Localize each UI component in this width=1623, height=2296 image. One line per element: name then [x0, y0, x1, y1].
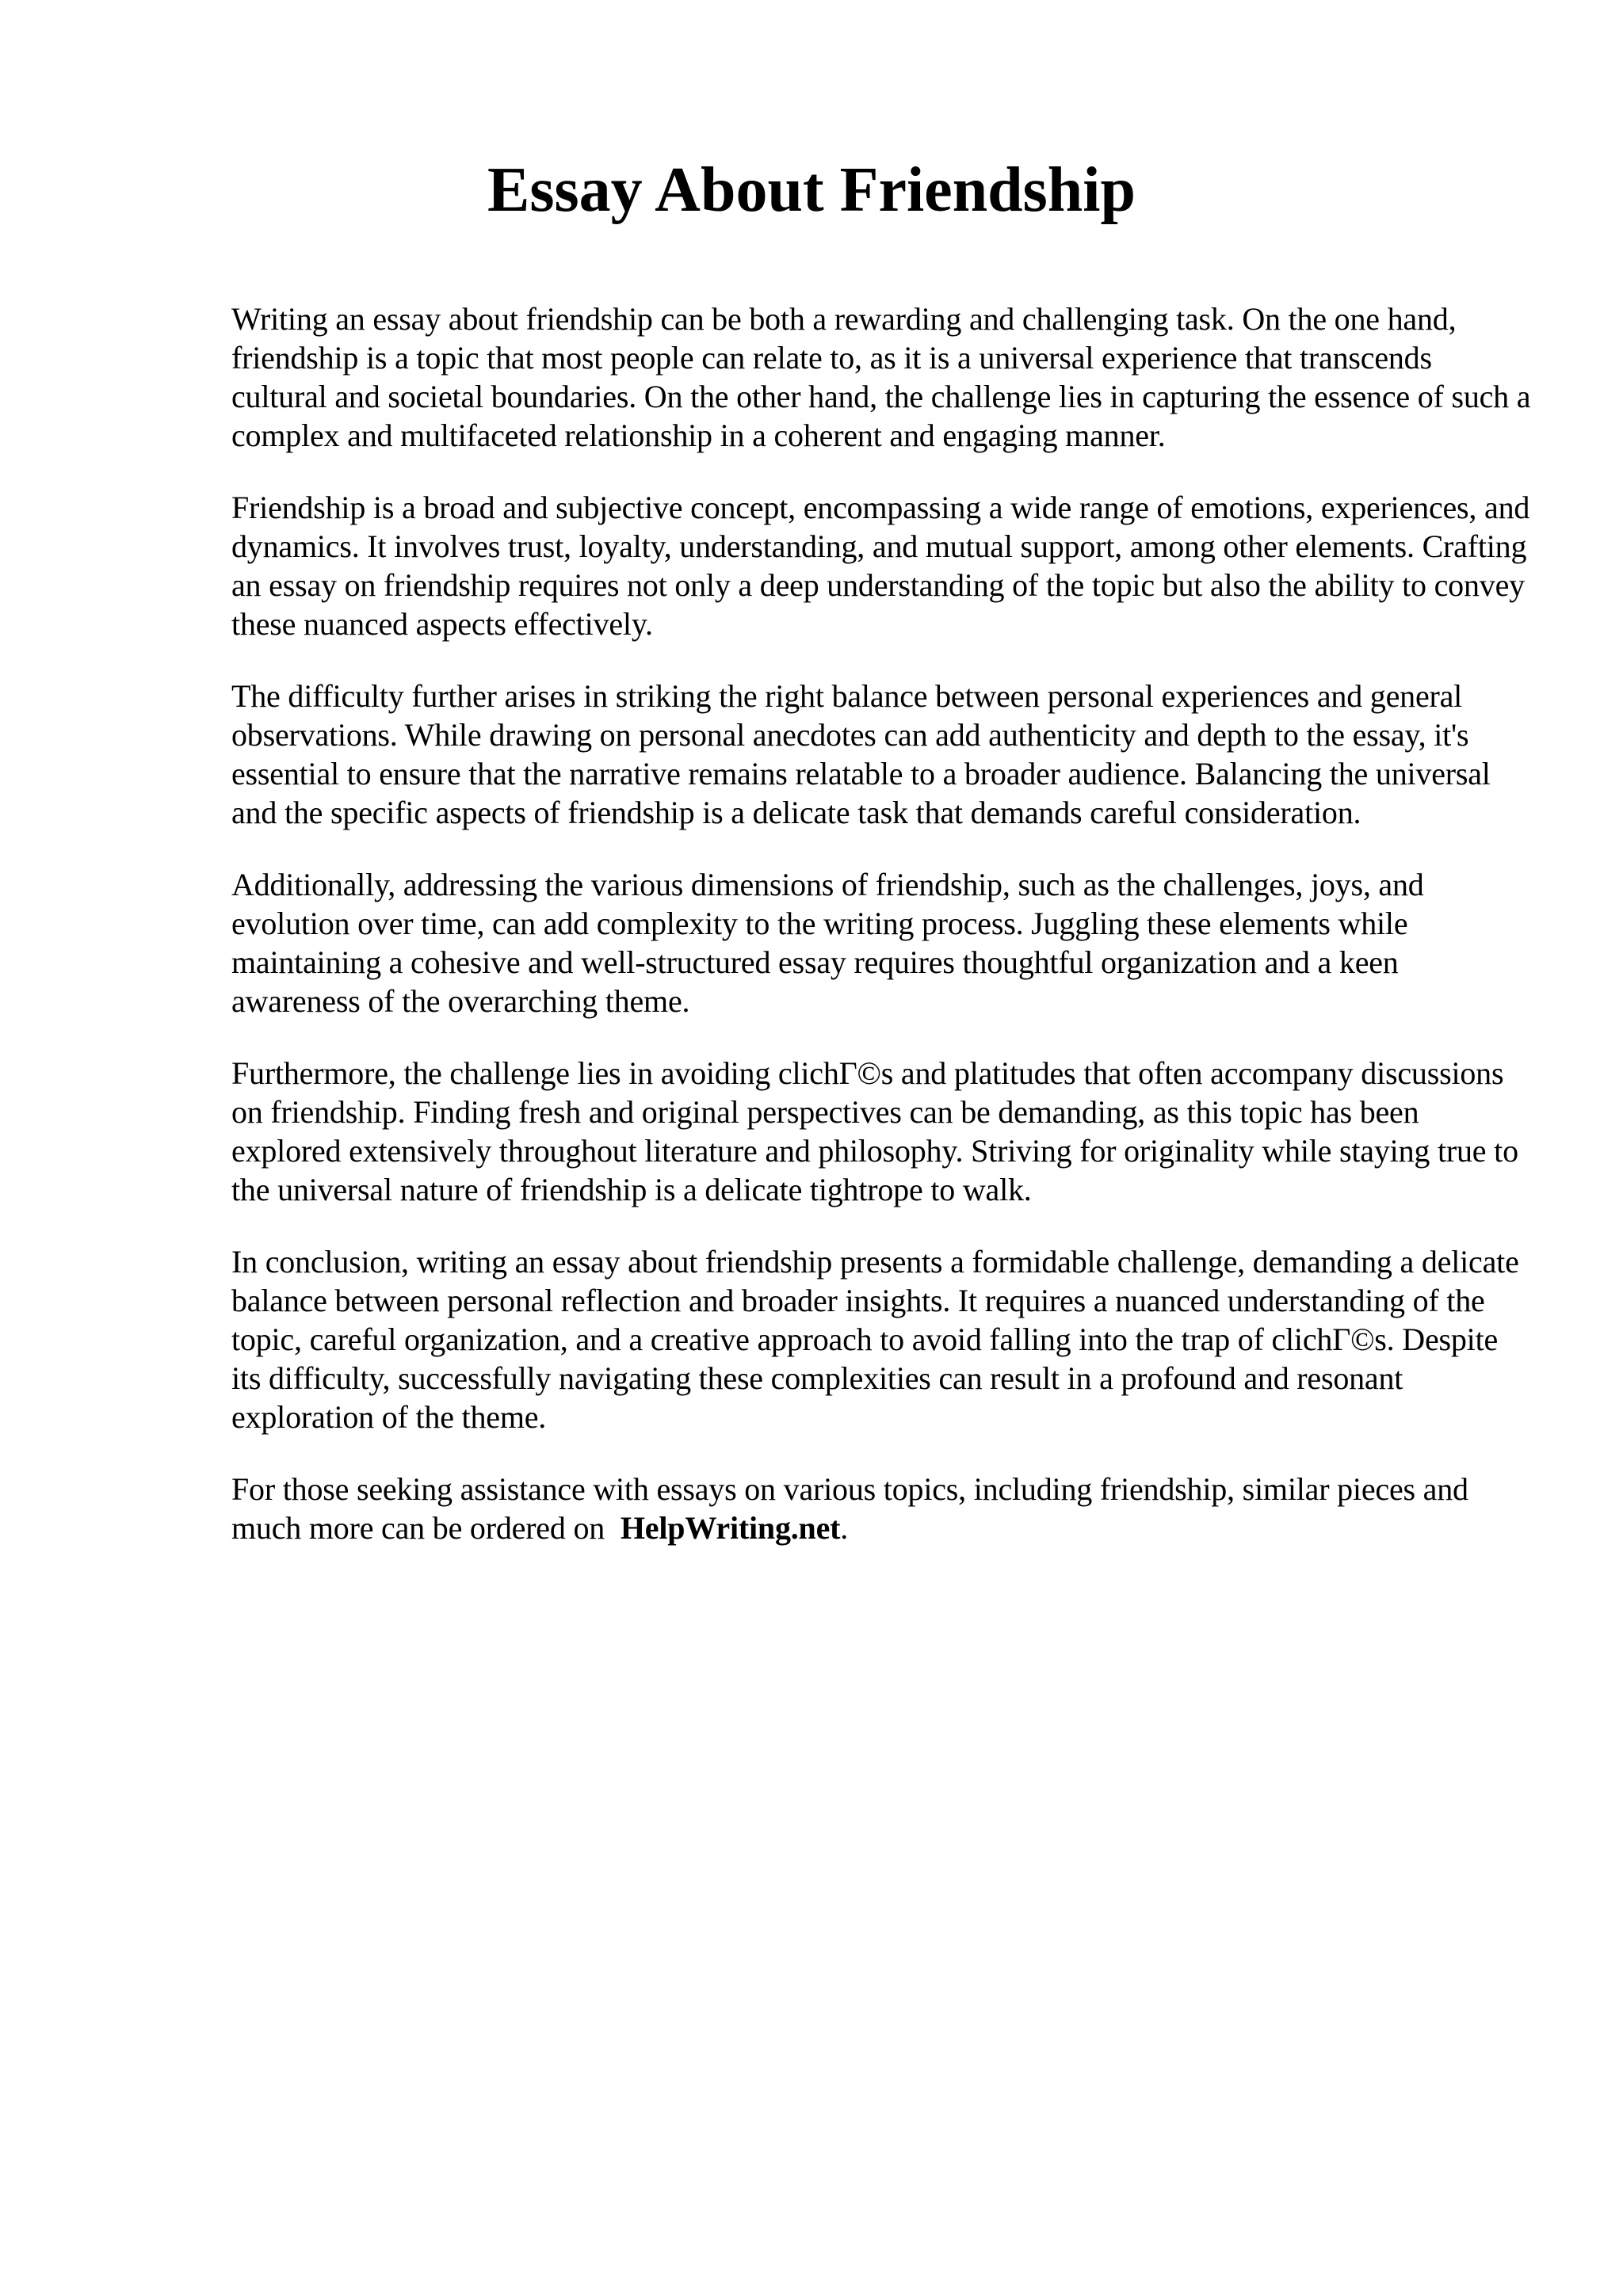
- paragraph-1: Writing an essay about friendship can be both a rewarding and challenging task. On the one hand, friendship is a topic that most people can relate to, as it is a universal experience that transcends cultural and societal boundaries. On the other hand, the challenge lies in capturing the essence of such a complex and multifaceted relationship in a coherent and engaging manner.: [231, 301, 1531, 453]
- closing-paragraph: [231, 1470, 1531, 1547]
- paragraph-4: Additionally, addressing the various dimensions of friendship, such as the challenges, joys, and evolution over time, can add complexity to the writing process. Juggling these elements while maintaining a cohesive and well-structured essay requires thoughtful organization and a keen awareness of the overarching theme.: [231, 867, 1424, 1019]
- closing-text: For those seeking assistance with essays on various topics, including friendship, similar pieces and much more can be ordered on: [231, 1471, 1468, 1546]
- paragraph-5: Furthermore, the challenge lies in avoiding clichΓ©s and platitudes that often accompany discussions on friendship. Finding fresh and original perspectives can be demanding, as this topic has been explored extensively throughout literature and philosophy. Striving for originality while staying true to the universal nature of friendship is a delicate tightrope to walk.: [231, 1055, 1518, 1207]
- closing-period: .: [840, 1510, 849, 1546]
- paragraph-3: The difficulty further arises in striking the right balance between personal experiences and general observations. While drawing on personal anecdotes can add authenticity and depth to the essay, it's essential to ensure that the narrative remains relatable to a broader audience. Balancing the universal and the specific aspects of friendship is a delicate task that demands careful consideration.: [231, 678, 1491, 830]
- paragraph-2: Friendship is a broad and subjective concept, encompassing a wide range of emotions, experiences, and dynamics. It involves trust, loyalty, understanding, and mutual support, among other elements. Crafting an essay on friendship requires not only a deep understanding of the topic but also the ability to convey these nuanced aspects effectively.: [231, 490, 1530, 642]
- paragraph-6: In conclusion, writing an essay about friendship presents a formidable challenge, demanding a delicate balance between personal reflection and broader insights. It requires a nuanced understanding of the topic, careful organization, and a creative approach to avoid falling into the trap of clichΓ©s. Despite its difficulty, successfully navigating these complexities can result in a profound and resonant exploration of the theme.: [231, 1244, 1519, 1435]
- essay-body: [231, 299, 1531, 1581]
- helpwriting-link[interactable]: HelpWriting.net: [620, 1510, 841, 1546]
- page-title: Essay About Friendship: [487, 155, 1136, 225]
